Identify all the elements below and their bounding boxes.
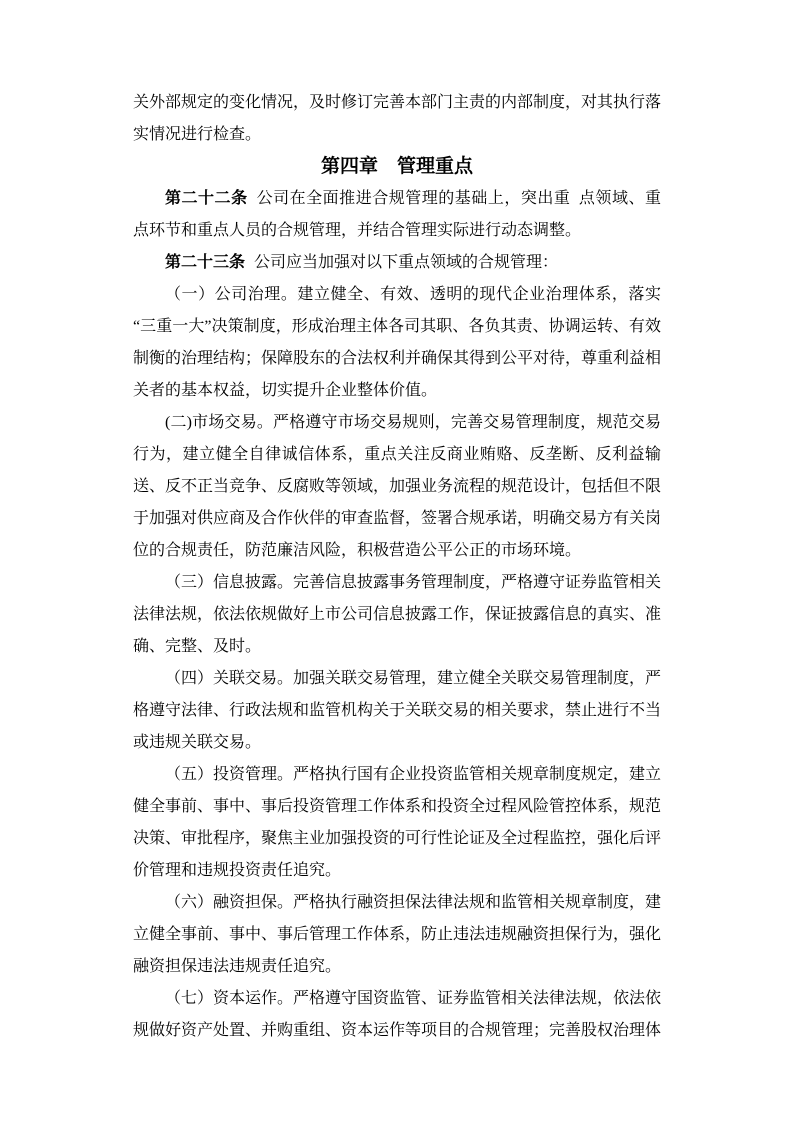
article-23-number: 第二十三条 bbox=[165, 254, 246, 271]
key-area-item-2: (二)市场交易。严格遵守市场交易规则，完善交易管理制度，规范交易行为，建立健全自律诚信体系，重点关注反商业贿赂、反垄断、反利益输送、反不正当竞争、反腐败等领域，加强业务流程的规范设计，包括但不限于加强对供应商及合作伙伴的审查监督，签署合规承诺，明确交易方有关岗位的合规责任，防范廉洁风险，积极营造公平公正的市场环境。 bbox=[133, 414, 662, 559]
key-area-item-1: （一）公司治理。建立健全、有效、透明的现代企业治理体系，落实“三重一大”决策制度，形成治理主体各司其职、各负其责、协调运转、有效制衡的治理结构；保障股东的合法权利并确保其得到公平对待，尊重利益相关者的基本权益，切实提升企业整体价值。 bbox=[133, 286, 662, 399]
key-area-item-5: （五）投资管理。严格执行国有企业投资监管相关规章制度规定，建立健全事前、事中、事后投资管理工作体系和投资全过程风险管控体系，规范决策、审批程序，聚焦主业加强投资的可行性论证及全过程监控，强化后评价管理和违规投资责任追究。 bbox=[133, 766, 662, 879]
document-body bbox=[133, 87, 661, 1047]
key-area-item-7: （七）资本运作。严格遵守国资监管、证券监管相关法律法规，依法依规做好资产处置、并购重组、资本运作等项目的合规管理；完善股权治理体 bbox=[133, 990, 662, 1039]
key-area-item-4: （四）关联交易。加强关联交易管理，建立健全关联交易管理制度，严格遵守法律、行政法规和监管机构关于关联交易的相关要求，禁止进行不当或违规关联交易。 bbox=[133, 670, 662, 751]
article-22-text: 公司在全面推进合规管理的基础上，突出重 点领域、重点环节和重点人员的合规管理，并结合管理实际进行动态调整。 bbox=[133, 190, 661, 239]
key-area-item-6: （六）融资担保。严格执行融资担保法律法规和监管相关规章制度，建立健全事前、事中、事后管理工作体系，防止违法违规融资担保行为，强化融资担保违法违规责任追究。 bbox=[133, 894, 662, 975]
article-22 bbox=[133, 183, 661, 247]
key-area-item-3: （三）信息披露。完善信息披露事务管理制度，严格遵守证券监管相关法律法规，依法依规做好上市公司信息披露工作，保证披露信息的真实、准确、完整、及时。 bbox=[133, 574, 662, 655]
article-22-number: 第二十二条 bbox=[165, 190, 248, 207]
article-23 bbox=[133, 247, 661, 279]
chapter-heading: 第四章 管理重点 bbox=[320, 156, 473, 177]
continuation-paragraph: 关外部规定的变化情况，及时修订完善本部门主责的内部制度，对其执行落实情况进行检查。 bbox=[133, 94, 662, 143]
article-23-text: 公司应当加强对以下重点领域的合规管理： bbox=[254, 254, 559, 271]
